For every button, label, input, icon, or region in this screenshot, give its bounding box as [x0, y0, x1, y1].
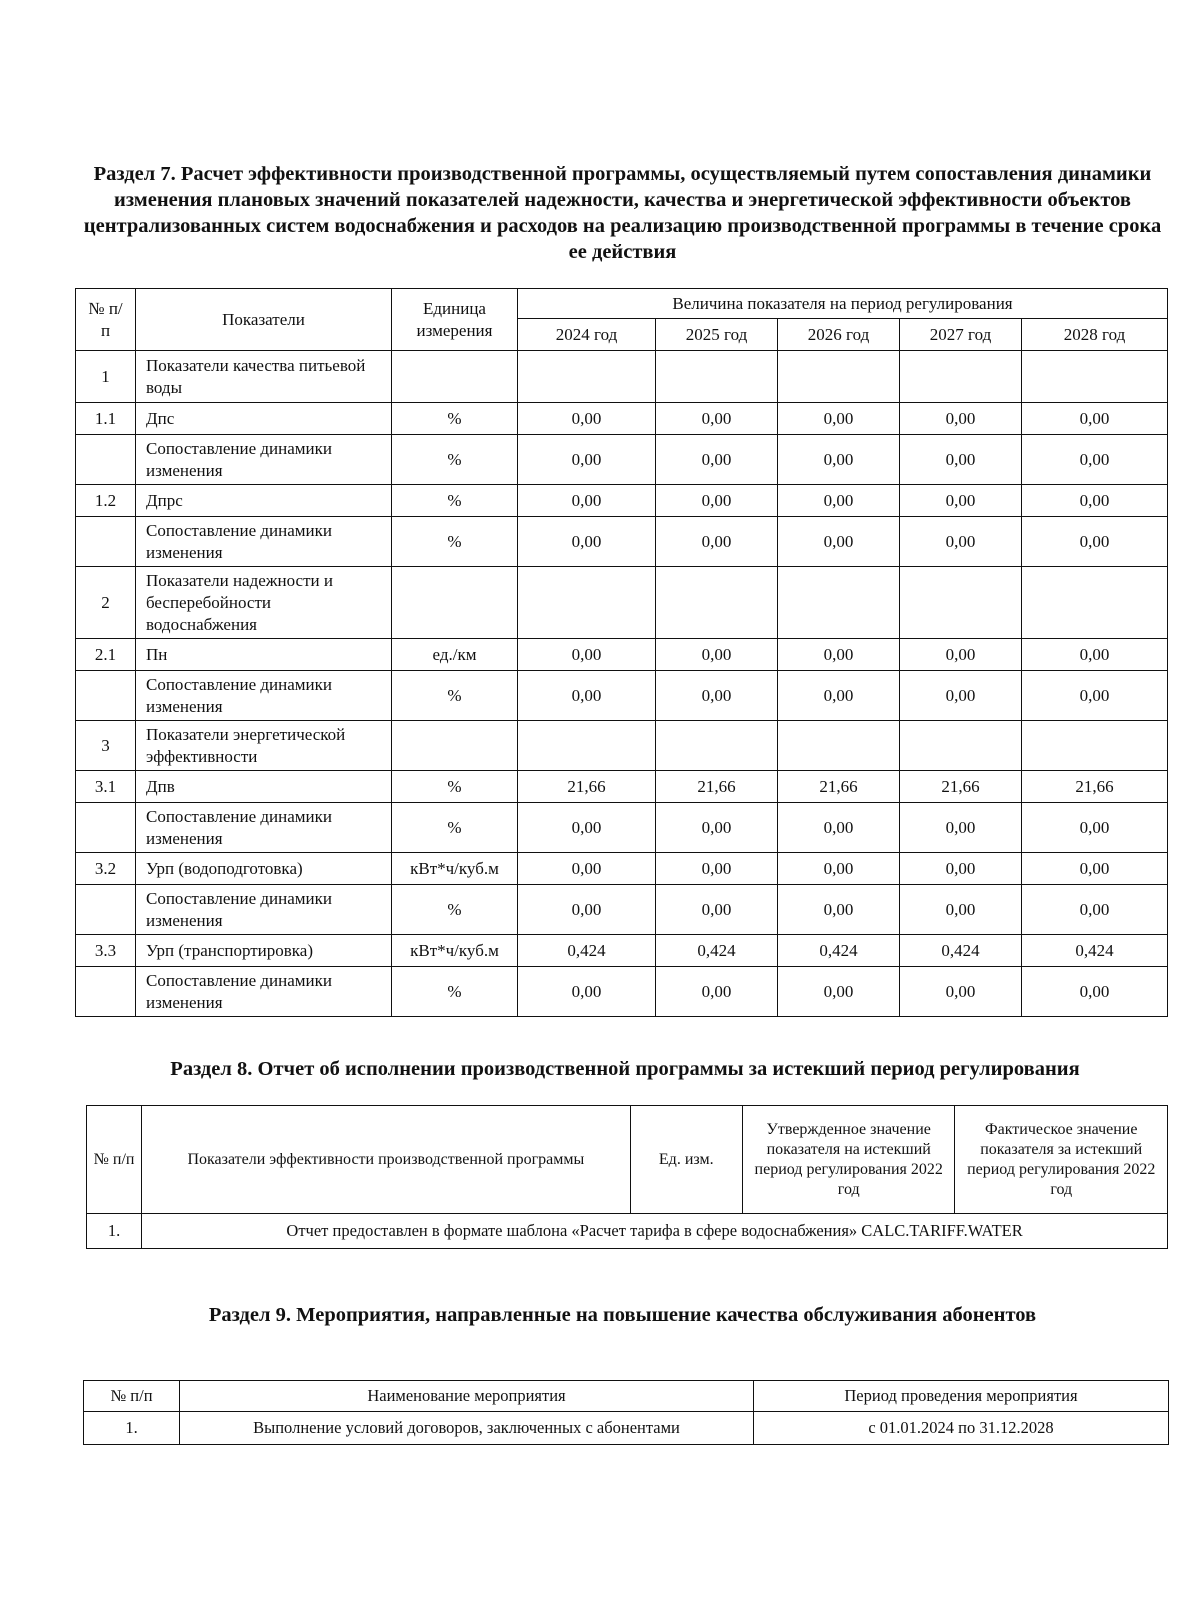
row-num [76, 967, 136, 1017]
row-value: 0,00 [1022, 803, 1168, 853]
row-unit: % [392, 771, 518, 803]
table-row [76, 771, 1168, 803]
row-value: 0,00 [900, 885, 1022, 935]
table-row [76, 803, 1168, 853]
section-8-table [86, 1105, 1168, 1249]
row-value: 0,00 [518, 671, 656, 721]
row-value: 0,00 [900, 517, 1022, 567]
row-indicator: Показатели энергетической эффективности [136, 721, 392, 771]
header-year: 2028 год [1022, 319, 1168, 351]
row-value: 0,00 [900, 639, 1022, 671]
row-num: 1. [84, 1412, 180, 1445]
row-value: 0,00 [900, 803, 1022, 853]
row-value: 0,00 [900, 435, 1022, 485]
row-value: 0,00 [656, 639, 778, 671]
section-7-title: Раздел 7. Расчет эффективности производственной программы, осуществляемый путем сопоставления динамики изменения плановых значений показателей надежности, качества и энергетической эффективности объектов централизованных систем водоснабжения и расходов на реализацию производственной программы в течение срока ее действия [83, 163, 1162, 263]
row-unit: % [392, 517, 518, 567]
table-row [76, 853, 1168, 885]
table-row [76, 885, 1168, 935]
row-value: 21,66 [1022, 771, 1168, 803]
header-actual: Фактическое значение показателя за истекший период регулирования 2022 год [955, 1106, 1168, 1214]
header-num: № п/п [84, 1381, 180, 1412]
header-unit: Единица измерения [392, 289, 518, 351]
row-unit: % [392, 967, 518, 1017]
row-unit: % [392, 435, 518, 485]
row-value: 0,00 [518, 403, 656, 435]
row-value: 21,66 [656, 771, 778, 803]
header-year: 2026 год [778, 319, 900, 351]
row-indicator: Показатели надежности и бесперебойности водоснабжения [136, 567, 392, 639]
section-9-table [83, 1380, 1169, 1445]
row-value: 0,00 [1022, 639, 1168, 671]
section-7-table [75, 288, 1168, 1017]
row-value: 0,00 [1022, 517, 1168, 567]
row-num [76, 885, 136, 935]
row-unit: кВт*ч/куб.м [392, 853, 518, 885]
row-value: 0,00 [656, 967, 778, 1017]
row-indicator: Дпрс [136, 485, 392, 517]
row-num: 1. [87, 1214, 142, 1249]
row-value: 0,00 [900, 967, 1022, 1017]
row-unit [392, 567, 518, 639]
row-value: 0,00 [518, 485, 656, 517]
row-indicator: Показатели качества питьевой воды [136, 351, 392, 403]
row-text: Отчет предоставлен в формате шаблона «Расчет тарифа в сфере водоснабжения» CALC.TARIFF.WATER [142, 1214, 1168, 1249]
row-value [656, 567, 778, 639]
row-indicator: Сопоставление динамики изменения [136, 885, 392, 935]
row-value: 0,00 [518, 435, 656, 485]
row-value: 21,66 [778, 771, 900, 803]
row-value: 0,00 [900, 853, 1022, 885]
header-approved: Утвержденное значение показателя на истекший период регулирования 2022 год [742, 1106, 955, 1214]
table-row [87, 1214, 1168, 1249]
row-value: 0,00 [778, 435, 900, 485]
header-period: Величина показателя на период регулирования [518, 289, 1168, 319]
row-value [656, 721, 778, 771]
row-value: 0,00 [778, 517, 900, 567]
row-unit: % [392, 403, 518, 435]
header-year: 2024 год [518, 319, 656, 351]
header-period: Период проведения мероприятия [754, 1381, 1169, 1412]
table-row [76, 485, 1168, 517]
row-value: 0,00 [1022, 485, 1168, 517]
row-unit: ед./км [392, 639, 518, 671]
row-value: 21,66 [900, 771, 1022, 803]
row-value: 0,00 [778, 853, 900, 885]
row-value [778, 351, 900, 403]
row-value [778, 721, 900, 771]
row-num: 3 [76, 721, 136, 771]
table-row [76, 671, 1168, 721]
row-value: 0,00 [778, 485, 900, 517]
row-num: 3.3 [76, 935, 136, 967]
row-indicator: Дпс [136, 403, 392, 435]
header-year: 2027 год [900, 319, 1022, 351]
row-value: 0,00 [778, 803, 900, 853]
row-num: 2.1 [76, 639, 136, 671]
row-value: 0,00 [518, 517, 656, 567]
row-value [518, 567, 656, 639]
row-value [1022, 351, 1168, 403]
row-value: 0,00 [1022, 853, 1168, 885]
table-row [76, 935, 1168, 967]
row-period: с 01.01.2024 по 31.12.2028 [754, 1412, 1169, 1445]
header-indicator: Показатели эффективности производственной программы [142, 1106, 630, 1214]
row-num [76, 671, 136, 721]
row-value: 0,00 [900, 485, 1022, 517]
row-value [778, 567, 900, 639]
table-row [84, 1412, 1169, 1445]
header-unit: Ед. изм. [630, 1106, 742, 1214]
section-8-title: Раздел 8. Отчет об исполнении производственной программы за истекший период регулирования [170, 1058, 1080, 1080]
row-value [656, 351, 778, 403]
row-value: 0,00 [518, 639, 656, 671]
row-value [900, 351, 1022, 403]
row-indicator: Урп (водоподготовка) [136, 853, 392, 885]
row-num: 3.1 [76, 771, 136, 803]
row-value: 0,00 [900, 671, 1022, 721]
row-value: 0,00 [518, 967, 656, 1017]
section-7-table-body [76, 351, 1168, 1017]
table-row [76, 967, 1168, 1017]
row-value: 0,00 [1022, 435, 1168, 485]
row-value [900, 721, 1022, 771]
row-unit: % [392, 803, 518, 853]
table-row [76, 567, 1168, 639]
row-value: 0,00 [778, 403, 900, 435]
row-value: 0,424 [778, 935, 900, 967]
row-value [518, 721, 656, 771]
header-name: Наименование мероприятия [180, 1381, 754, 1412]
row-value [1022, 567, 1168, 639]
row-num [76, 803, 136, 853]
header-num: № п/п [76, 289, 136, 351]
row-value [518, 351, 656, 403]
row-value: 0,00 [656, 485, 778, 517]
row-value: 0,00 [518, 853, 656, 885]
row-num: 1.2 [76, 485, 136, 517]
row-value: 0,00 [656, 517, 778, 567]
row-value: 0,424 [656, 935, 778, 967]
row-value: 0,00 [518, 885, 656, 935]
row-unit: кВт*ч/куб.м [392, 935, 518, 967]
row-value: 0,424 [900, 935, 1022, 967]
table-row [76, 721, 1168, 771]
row-value: 0,00 [1022, 671, 1168, 721]
row-name: Выполнение условий договоров, заключенных с абонентами [180, 1412, 754, 1445]
row-indicator: Сопоставление динамики изменения [136, 517, 392, 567]
row-value: 0,00 [778, 671, 900, 721]
row-value: 0,00 [900, 403, 1022, 435]
table-row [76, 517, 1168, 567]
row-value: 0,00 [656, 803, 778, 853]
row-value: 0,00 [656, 671, 778, 721]
row-indicator: Пн [136, 639, 392, 671]
header-year: 2025 год [656, 319, 778, 351]
table-row [76, 639, 1168, 671]
row-value: 0,00 [518, 803, 656, 853]
row-value: 0,00 [778, 639, 900, 671]
row-num: 2 [76, 567, 136, 639]
header-num: № п/п [87, 1106, 142, 1214]
row-unit: % [392, 885, 518, 935]
row-unit: % [392, 671, 518, 721]
row-value: 0,00 [656, 403, 778, 435]
row-value: 21,66 [518, 771, 656, 803]
row-value: 0,00 [1022, 885, 1168, 935]
row-value: 0,00 [656, 435, 778, 485]
table-row [76, 351, 1168, 403]
table-row [76, 403, 1168, 435]
row-indicator: Урп (транспортировка) [136, 935, 392, 967]
row-indicator: Сопоставление динамики изменения [136, 967, 392, 1017]
row-value: 0,424 [1022, 935, 1168, 967]
row-num: 1 [76, 351, 136, 403]
row-indicator: Сопоставление динамики изменения [136, 671, 392, 721]
row-unit [392, 351, 518, 403]
row-num [76, 517, 136, 567]
row-num [76, 435, 136, 485]
row-value: 0,00 [656, 885, 778, 935]
row-indicator: Дпв [136, 771, 392, 803]
row-num: 3.2 [76, 853, 136, 885]
row-indicator: Сопоставление динамики изменения [136, 435, 392, 485]
row-value: 0,00 [656, 853, 778, 885]
section-9-title: Раздел 9. Мероприятия, направленные на повышение качества обслуживания абонентов [208, 1304, 1037, 1326]
row-unit: % [392, 485, 518, 517]
row-num: 1.1 [76, 403, 136, 435]
row-unit [392, 721, 518, 771]
row-value: 0,424 [518, 935, 656, 967]
row-value [900, 567, 1022, 639]
row-value: 0,00 [778, 967, 900, 1017]
row-value: 0,00 [778, 885, 900, 935]
row-value: 0,00 [1022, 967, 1168, 1017]
row-value: 0,00 [1022, 403, 1168, 435]
row-value [1022, 721, 1168, 771]
header-indicator: Показатели [136, 289, 392, 351]
row-indicator: Сопоставление динамики изменения [136, 803, 392, 853]
table-row [76, 435, 1168, 485]
